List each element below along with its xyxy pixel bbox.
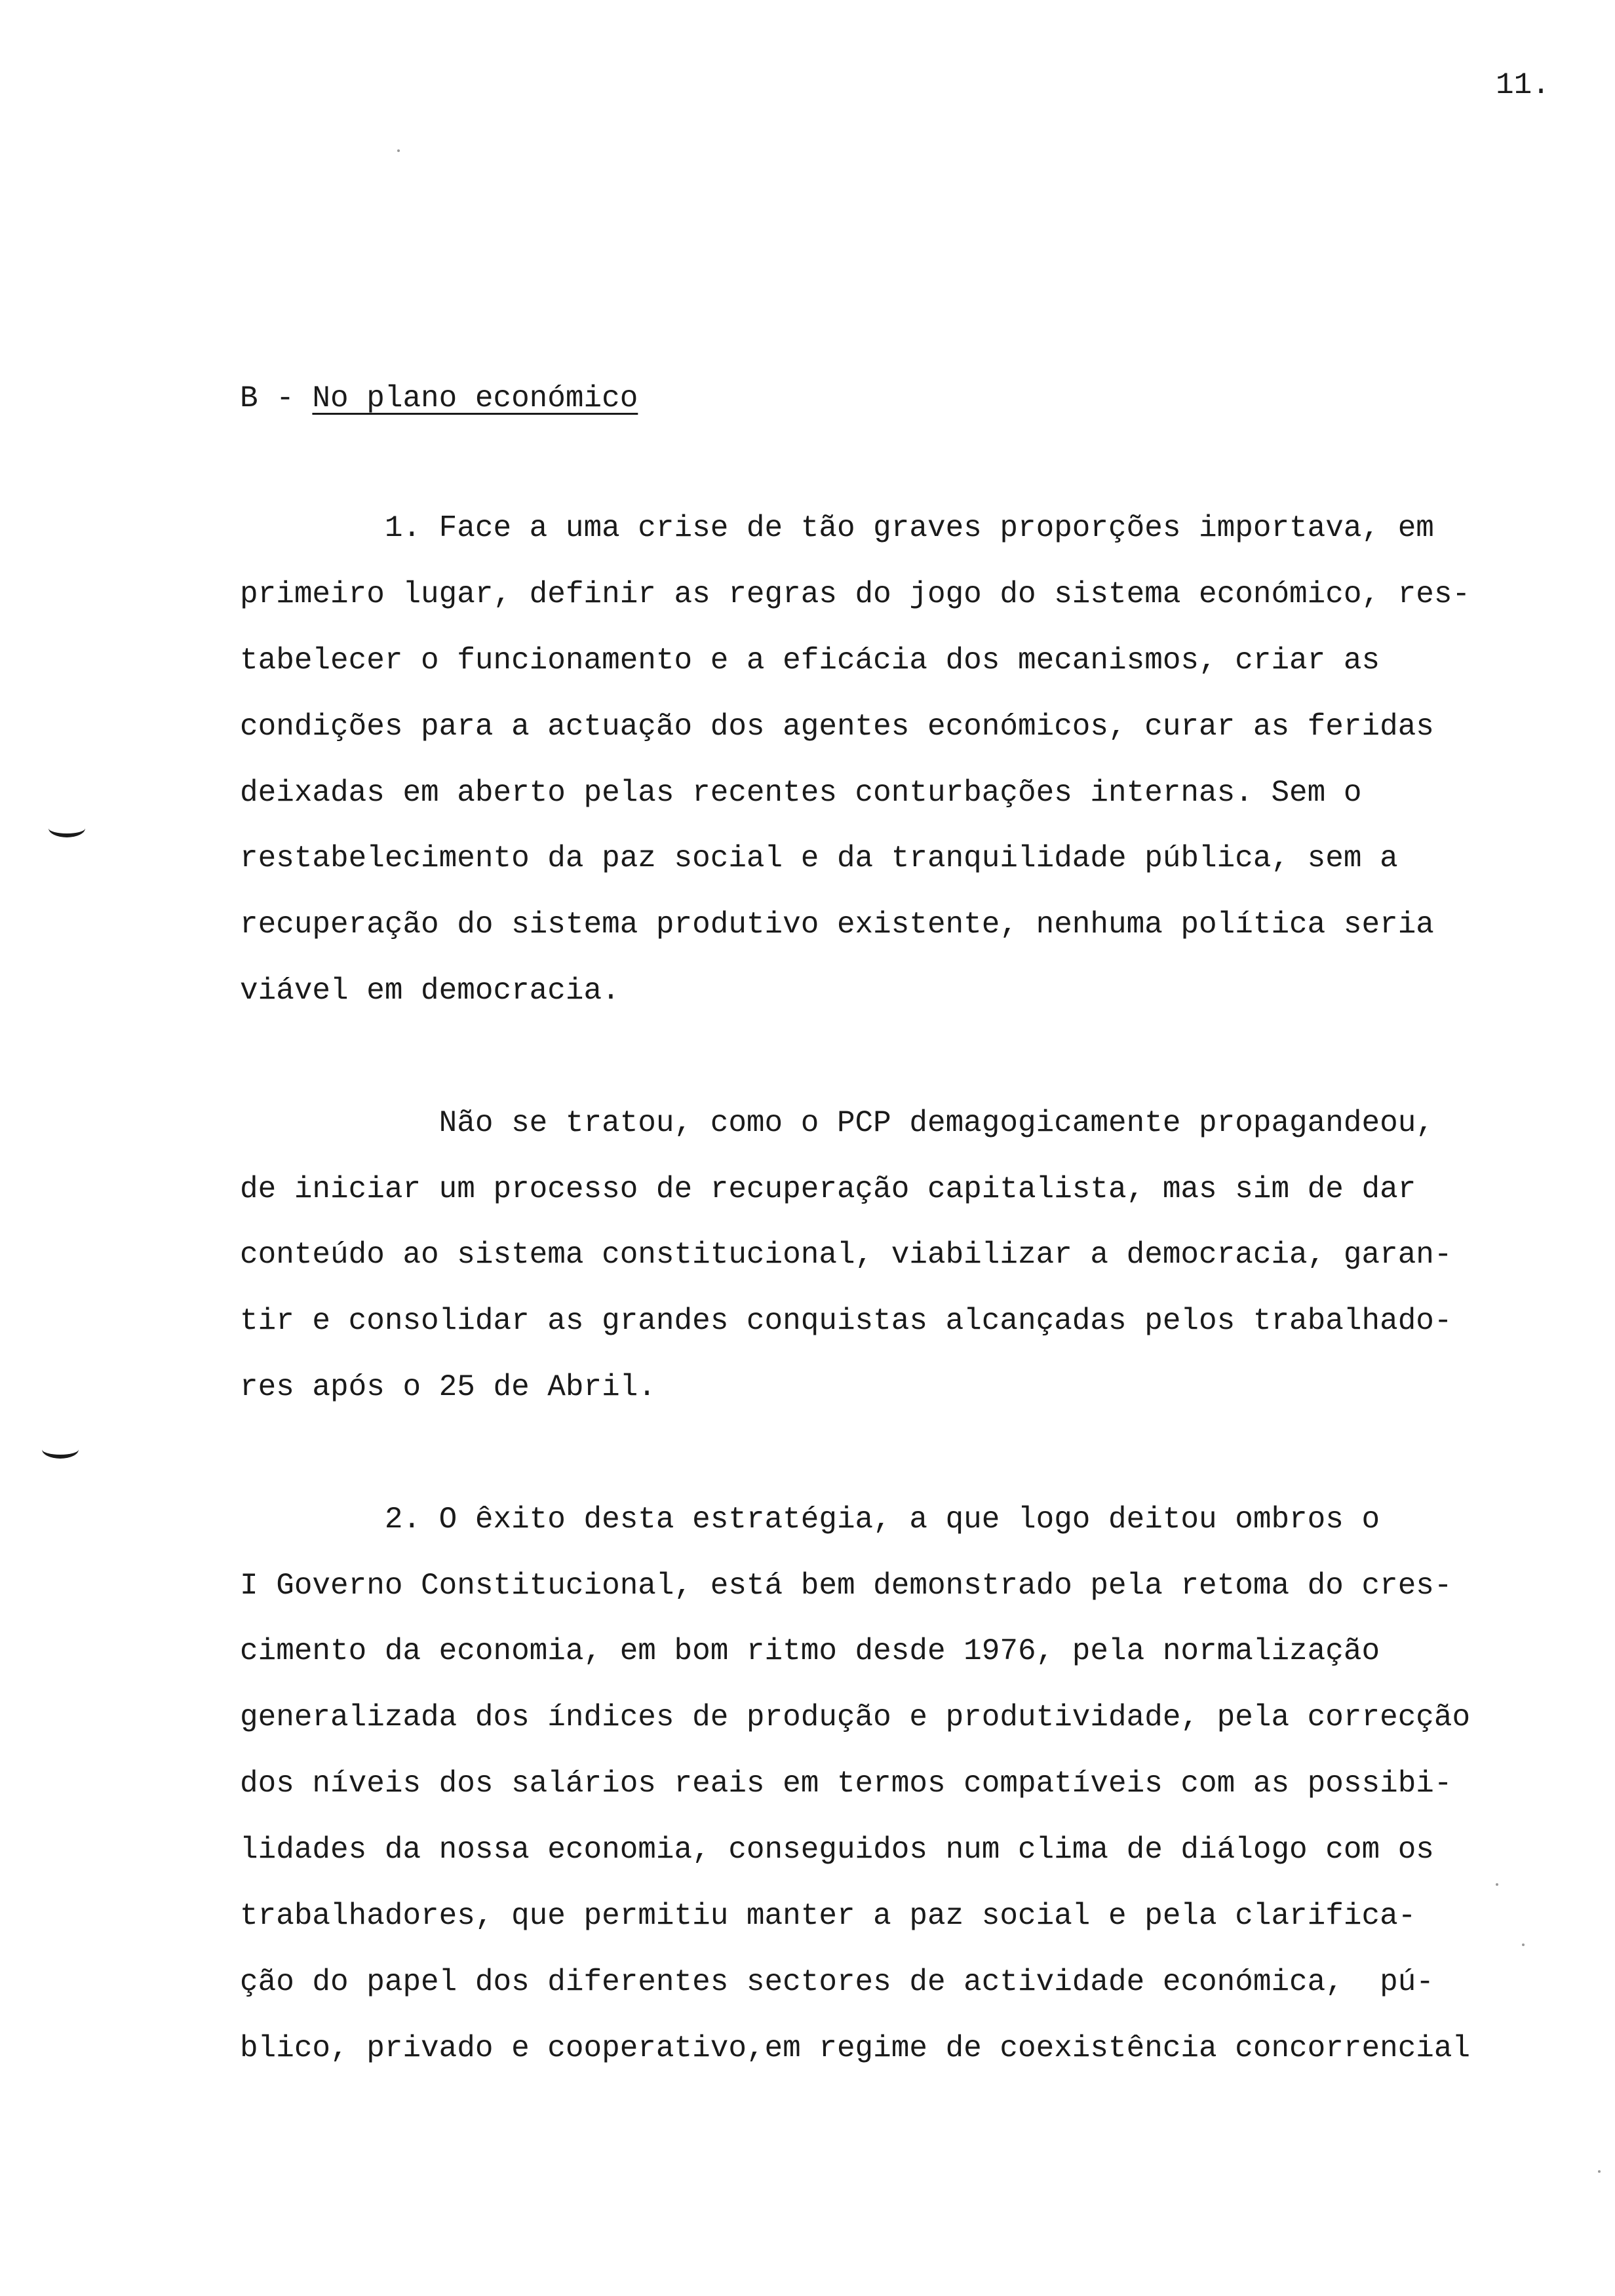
body-line: res após o 25 de Abril. (240, 1370, 656, 1404)
paper-speck (397, 149, 400, 152)
body-line: Não se tratou, como o PCP demagogicamente propagandeou, (240, 1106, 1434, 1140)
body-line: primeiro lugar, definir as regras do jogo do sistema económico, res- (240, 577, 1471, 611)
section-heading-title: No plano económico (312, 381, 638, 415)
body-line: ção do papel dos diferentes sectores de actividade económica, pú- (240, 1965, 1434, 1999)
paper-speck (1598, 2170, 1601, 2173)
binder-punch-mark (49, 819, 85, 837)
body-line: I Governo Constitucional, está bem demonstrado pela retoma do cres- (240, 1569, 1452, 1603)
body-line: trabalhadores, que permitiu manter a paz social e pela clarifica- (240, 1899, 1416, 1933)
body-line: cimento da economia, em bom ritmo desde 1976, pela normalização (240, 1634, 1380, 1668)
body-line: viável em democracia. (240, 974, 620, 1008)
body-line: lidades da nossa economia, conseguidos num clima de diálogo com os (240, 1833, 1434, 1867)
body-line: tir e consolidar as grandes conquistas alcançadas pelos trabalhado- (240, 1304, 1452, 1338)
binder-punch-mark (42, 1440, 79, 1459)
section-heading-prefix: B - (240, 381, 313, 415)
body-line: conteúdo ao sistema constitucional, viabilizar a democracia, garan- (240, 1238, 1452, 1272)
body-line: recuperação do sistema produtivo existente, nenhuma política seria (240, 908, 1434, 942)
paper-speck (1522, 1943, 1525, 1946)
body-line: tabelecer o funcionamento e a eficácia dos mecanismos, criar as (240, 643, 1380, 678)
section-heading (240, 379, 638, 418)
body-line: 2. O êxito desta estratégia, a que logo deitou ombros o (240, 1502, 1380, 1537)
body-line: condições para a actuação dos agentes económicos, curar as feridas (240, 710, 1434, 744)
body-line: restabelecimento da paz social e da tranquilidade pública, sem a (240, 841, 1398, 875)
paper-speck (1496, 1883, 1498, 1886)
page-number: 11. (1496, 68, 1550, 102)
body-line: blico, privado e cooperativo,em regime de coexistência concorrencial (240, 2031, 1471, 2065)
body-line: deixadas em aberto pelas recentes conturbações internas. Sem o (240, 776, 1362, 810)
body-line: dos níveis dos salários reais em termos compatíveis com as possibi- (240, 1767, 1452, 1801)
body-line: de iniciar um processo de recuperação capitalista, mas sim de dar (240, 1172, 1416, 1206)
body-line: 1. Face a uma crise de tão graves proporções importava, em (240, 511, 1434, 545)
body-line: generalizada dos índices de produção e produtividade, pela correcção (240, 1700, 1471, 1734)
